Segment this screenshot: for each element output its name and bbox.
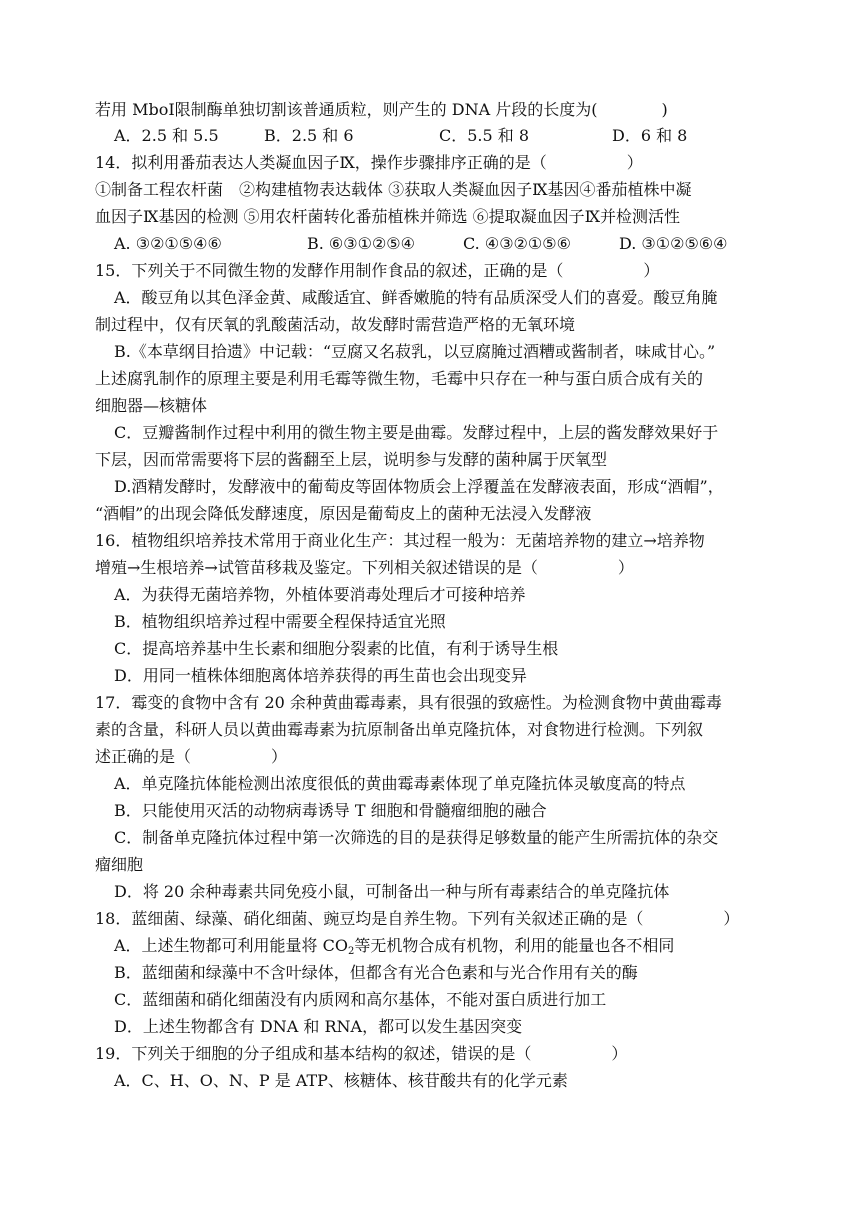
q15-option-c-line2: 下层，因而常需要将下层的酱翻至上层，说明参与发酵的菌种属于厌氧型 [95,450,608,469]
q17-option-c-line2: 瘤细胞 [95,855,144,874]
q14-steps-line2: 血因子Ⅸ基因的检测 ⑤用农杆菌转化番茄植株并筛选 ⑥提取凝血因子Ⅸ并检测活性 [95,207,681,226]
q18-option-a [114,936,804,962]
q14-option-b: B. ⑥③①②⑤④ [307,234,415,253]
q14-steps-line1: ①制备工程农杆菌 ②构建植物表达载体 ③获取人类凝血因子Ⅸ基因④番茄植株中凝 [95,180,692,199]
q14-stem: 14．拟利用番茄表达人类凝血因子Ⅸ，操作步骤排序正确的是（ ） [95,153,643,172]
q13-stem-tail: 若用 MboⅠ限制酶单独切割该普通质粒，则产生的 DNA 片段的长度为( ) [95,100,668,119]
q15-option-b-line2: 上述腐乳制作的原理主要是利用毛霉等微生物，毛霉中只存在一种与蛋白质合成有关的 [95,369,704,388]
q13-option-c: C．5.5 和 8 [439,126,530,145]
q17-stem-line1: 17．霉变的食物中含有 20 余种黄曲霉毒素，具有很强的致癌性。为检测食物中黄曲霉毒 [95,693,722,712]
q18-option-d: D．上述生物都含有 DNA 和 RNA，都可以发生基因突变 [114,1017,523,1036]
q18-option-c: C．蓝细菌和硝化细菌没有内质网和高尔基体，不能对蛋白质进行加工 [114,990,607,1009]
q15-option-a-line1: A．酸豆角以其色泽金黄、咸酸适宜、鲜香嫩脆的特有品质深受人们的喜爱。酸豆角腌 [114,288,718,307]
q13-option-d: D．6 和 8 [612,126,688,145]
co2-subscript: 2 [348,946,355,957]
q16-option-c: C．提高培养基中生长素和细胞分裂素的比值，有利于诱导生根 [114,639,559,658]
q17-option-a: A．单克隆抗体能检测出浓度很低的黄曲霉毒素体现了单克隆抗体灵敏度高的特点 [114,774,686,793]
q13-option-a: A．2.5 和 5.5 [114,126,219,145]
q17-option-c-line1: C．制备单克隆抗体过程中第一次筛选的目的是获得足够数量的能产生所需抗体的杂交 [114,828,719,847]
q16-stem-line1: 16．植物组织培养技术常用于商业化生产：其过程一般为：无菌培养物的建立→培养物 [95,531,705,550]
q15-stem: 15．下列关于不同微生物的发酵作用制作食品的叙述，正确的是（ ） [95,261,660,280]
q16-option-b: B．植物组织培养过程中需要全程保持适宜光照 [114,612,446,631]
q19-option-a: A．C、H、O、N、P 是 ATP、核糖体、核苷酸共有的化学元素 [114,1071,568,1090]
q15-option-d-line1: D.酒精发酵时，发酵液中的葡萄皮等固体物质会上浮覆盖在发酵液表面，形成“酒帽”， [114,477,724,496]
q16-stem-line2: 增殖→生根培养→试管苗移栽及鉴定。下列相关叙述错误的是（ ） [95,558,634,577]
q14-option-a: A. ③②①⑤④⑥ [114,234,222,253]
q16-option-d: D．用同一植株体细胞离体培养获得的再生苗也会出现变异 [114,666,527,685]
q14-option-c: C. ④③②①⑤⑥ [463,234,571,253]
q17-stem-line3: 述正确的是（ ） [95,747,288,766]
q13-option-b: B．2.5 和 6 [264,126,354,145]
q18-option-a-pre: A．上述生物都可利用能量将 CO [114,936,349,955]
q15-option-b-line3: 细胞器—核糖体 [95,396,208,415]
q16-option-a: A．为获得无菌培养物，外植体要消毒处理后才可接种培养 [114,585,526,604]
q19-stem: 19．下列关于细胞的分子组成和基本结构的叙述，错误的是（ ） [95,1044,628,1063]
q17-stem-line2: 素的含量，科研人员以黄曲霉毒素为抗原制备出单克隆抗体，对食物进行检测。下列叙 [95,720,704,739]
q17-option-b: B．只能使用灭活的动物病毒诱导 T 细胞和骨髓瘤细胞的融合 [114,801,547,820]
q15-option-d-line2: “酒帽”的出现会降低发酵速度，原因是葡萄皮上的菌种无法浸入发酵液 [95,504,592,523]
q15-option-b-line1: B.《本草纲目拾遗》中记载：“豆腐又名菽乳，以豆腐腌过酒糟或酱制者，味咸甘心。” [114,342,716,361]
q18-option-b: B．蓝细菌和绿藻中不含叶绿体，但都含有光合色素和与光合作用有关的酶 [114,963,638,982]
q18-stem: 18．蓝细菌、绿藻、硝化细菌、豌豆均是自养生物。下列有关叙述正确的是（ ） [95,909,740,928]
q17-option-d: D．将 20 余种毒素共同免疫小鼠，可制备出一种与所有毒素结合的单克隆抗体 [114,882,670,901]
q14-option-d: D. ③①②⑤⑥④ [619,234,728,253]
q18-option-a-post: 等无机物合成有机物，利用的能量也各不相同 [354,936,675,955]
q15-option-a-line2: 制过程中，仅有厌氧的乳酸菌活动，故发酵时需营造严格的无氧环境 [95,315,576,334]
q15-option-c-line1: C．豆瓣酱制作过程中利用的微生物主要是曲霉。发酵过程中，上层的酱发酵效果好于 [114,423,719,442]
